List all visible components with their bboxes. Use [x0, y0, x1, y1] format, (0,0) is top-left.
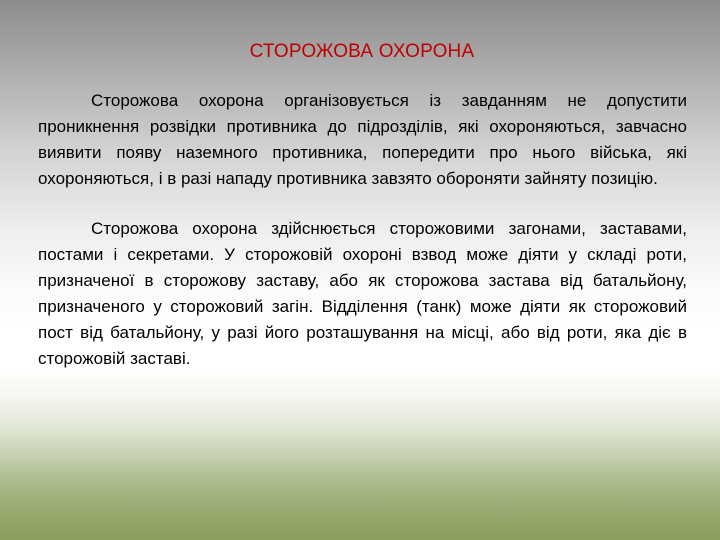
slide-title	[0, 41, 720, 63]
slide-title-text: СТОРОЖОВА ОХОРОНА	[249, 41, 475, 62]
paragraph-1: Сторожова охорона організовується із завданням не допустити проникнення розвідки противника до підрозділів, які охороняються, завчасно виявити появу наземного противника, попередити про нього війська, які охороняються, і в разі нападу противника завзято обороняти зайняту позицію.	[38, 91, 687, 188]
slide-body	[38, 88, 687, 372]
paragraph-2: Сторожова охорона здійснюється сторожовими загонами, заставами, постами і секретами. У сторожовій охороні взвод може діяти у складі роти, призначеної в сторожову заставу, або як сторожова застава від батальйону, призначеного у сторожовий загін. Відділення (танк) може діяти як сторожовий пост від батальйону, у разі його розташування на місці, або від роти, яка діє в сторожовій заставі.	[38, 219, 687, 368]
